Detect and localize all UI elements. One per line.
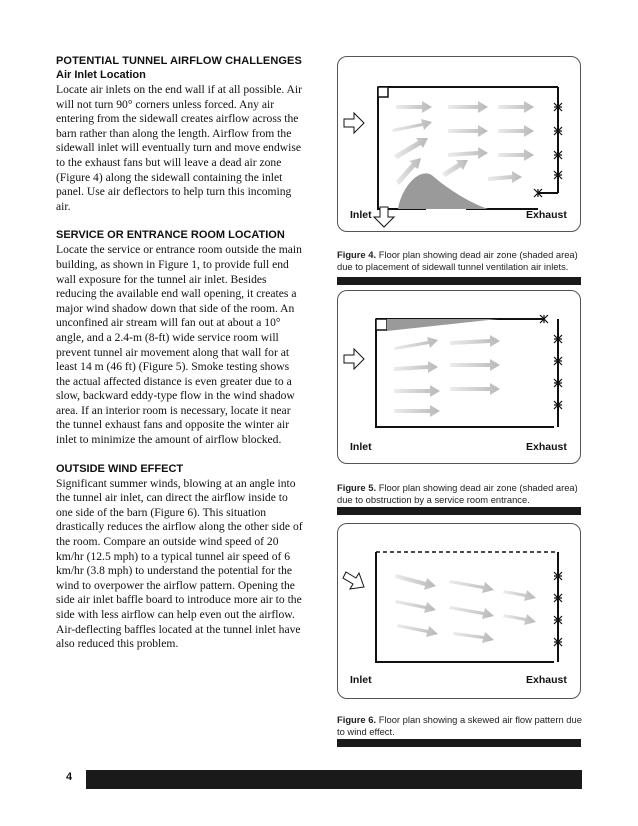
fig5-service-room [376, 319, 387, 330]
figure-5-caption [337, 482, 583, 506]
figure-6-caption [337, 714, 583, 738]
fig5-inlet-label: Inlet [350, 441, 372, 453]
footer-bar [86, 770, 582, 789]
fig4-inlet-side-arrow [344, 113, 364, 133]
fig4-corner-box [378, 87, 388, 97]
heading-tunnel-airflow: POTENTIAL TUNNEL AIRFLOW CHALLENGES [56, 55, 302, 67]
fig5-inlet-arrow [344, 349, 364, 369]
fig4-exhaust-label: Exhaust [526, 209, 567, 221]
fig6-caption-text: Floor plan showing a skewed air flow pattern due to wind effect. [337, 714, 582, 737]
fig6-inlet-label: Inlet [350, 674, 372, 686]
figure-5-diagram [337, 290, 581, 464]
heading-outside-wind: OUTSIDE WIND EFFECT [56, 462, 184, 475]
fig5-airflow-arrows [394, 335, 500, 417]
paragraph-service-room: Locate the service or entrance room outside the main building, as shown in Figure 1, to provide full end wall exposure for the tunnel air inlet. Besides reducing the available end wall opening, it creates a major wind shadow down that side of the room. An unconfined air stream will fan out at about a 10° angle, and a 2.4-m (8-ft) wide service room will prevent tunnel air movement along that wall for at least 14 m (46 ft) (Figure 5). Smoke testing shows the actual affected distance is even greater due to a slow, backward eddy-type flow in the wind shadow area. If an interior room is necessary, locate it near the tunnel exhaust fans and opposite the winter air inlet to minimize the amount of airflow blocked. [56, 243, 302, 447]
figure-5-floor-plan [338, 291, 582, 465]
fig4-caption-text: Floor plan showing dead air zone (shaded area) due to placement of sidewall tunnel ventilation air inlets. [337, 249, 578, 272]
page-number: 4 [66, 771, 73, 783]
paragraph-air-inlet: Locate air inlets on the end wall if at all possible. Air will not turn 90° corners unless forced. Any air entering from the sidewall creates airflow across the barn rather than along the length. Airflow from the sidewall inlet will eventually turn and move endwise to the exhaust fans but will leave a dead air zone (Figure 4) along the sidewall containing the inlet panel. Use air deflectors to help turn this incoming air. [56, 83, 302, 213]
figure-6-rule [337, 739, 581, 747]
fig6-left-bottom-wall [376, 552, 554, 662]
left-column [56, 54, 306, 652]
fig4-airflow-arrows [392, 101, 534, 185]
fig6-inlet-wind-arrow [343, 572, 364, 589]
paragraph-outside-wind: Significant summer winds, blowing at an angle into the tunnel air inlet, can direct the airflow inside to one side of the barn (Figure 6). This situation drastically reduces the airflow along the other side of the room. Compare an outside wind speed of 20 km/hr (12.5 mph) to a typical tunnel air speed of 6 km/hr (3.8 mph) to understand the potential for the wind to overpower the airflow pattern. Opening the side air inlet baffle board to introduce more air to the side with less airflow can help even out the airflow. Air-deflecting baffles located at the tunnel inlet have also reduced this problem. [56, 476, 303, 651]
fig4-dead-air-zone [398, 173, 488, 209]
figure-4-caption [337, 249, 583, 273]
fig5-caption-num: Figure 5. [337, 482, 377, 493]
figure-4-diagram [337, 56, 581, 232]
figure-6-diagram [337, 523, 581, 699]
fig5-exhaust-label: Exhaust [526, 441, 567, 453]
fig6-exhaust-label: Exhaust [526, 674, 567, 686]
fig6-airflow-arrows [395, 574, 536, 643]
heading-service-room: SERVICE OR ENTRANCE ROOM LOCATION [56, 229, 285, 242]
fig4-inlet-label: Inlet [350, 209, 372, 221]
subheading-air-inlet: Air Inlet Location [56, 69, 146, 81]
fig5-caption-text: Floor plan showing dead air zone (shaded area) due to obstruction by a service room entrance. [337, 482, 578, 505]
fig6-caption-num: Figure 6. [337, 714, 377, 725]
fig5-dead-air-zone [387, 319, 498, 331]
fig4-caption-num: Figure 4. [337, 249, 377, 260]
figure-4-rule [337, 277, 581, 285]
figure-5-rule [337, 507, 581, 515]
figure-4-floor-plan [338, 57, 582, 233]
